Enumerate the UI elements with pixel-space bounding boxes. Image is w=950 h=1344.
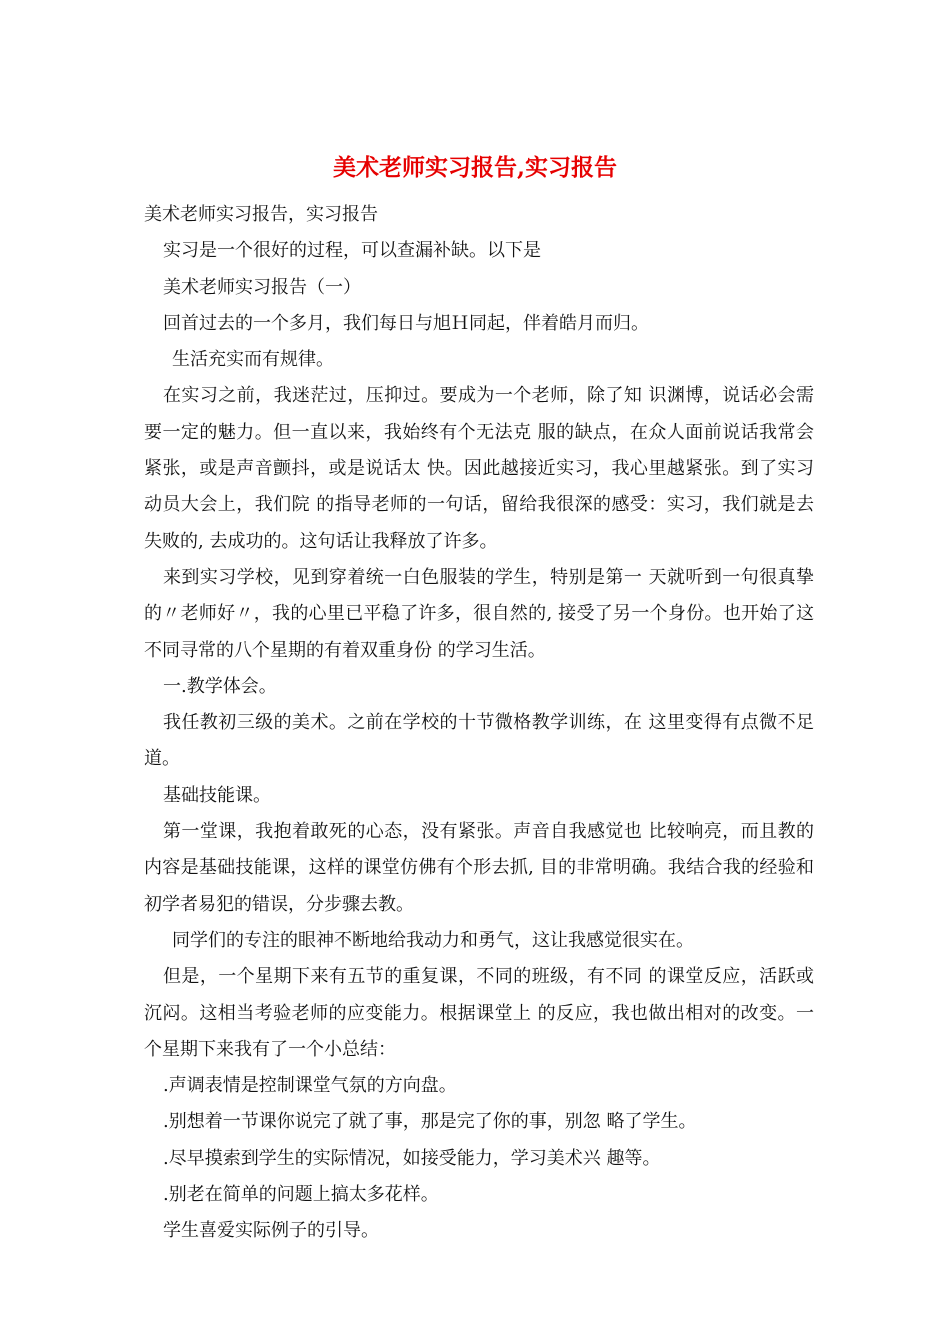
paragraph: 生活充实而有规律。	[172, 349, 334, 371]
paragraph: 学生喜爱实际例子的引导。	[163, 1220, 379, 1242]
paragraph: 来到实习学校，见到穿着统一白色服装的学生，特别是第一 天就听到一句很真挚的〃老师好〃，我的心里已平稳了许多，很自然的, 接受了另一个身份。也开始了这不同寻常的八个星期的有着双重身份 的学习生活。	[144, 566, 814, 661]
list-item: .别老在简单的问题上搞太多花样。	[163, 1184, 439, 1206]
paragraph: 我任教初三级的美术。之前在学校的十节微格教学训练，在 这里变得有点微不足道。	[144, 712, 814, 770]
paragraph: 回首过去的一个多月，我们每日与旭Ｈ同起，伴着皓月而归。	[163, 312, 649, 334]
list-item: .声调表情是控制课堂气氛的方向盘。	[163, 1075, 457, 1097]
paragraph: 第一堂课，我抱着敢死的心态，没有紧张。声音自我感觉也 比较响亮，而且教的内容是基础技能课，这样的课堂仿佛有个形去抓, 目的非常明确。我结合我的经验和初学者易犯的错误，分步骤去教。	[144, 821, 814, 915]
paragraph: 同学们的专注的眼神不断地给我动力和勇气，这让我感觉很实在。	[172, 929, 694, 951]
subsection-heading: 基础技能课。	[163, 784, 271, 806]
paragraph: 美术老师实习报告（一）	[163, 276, 361, 298]
paragraph: 但是，一个星期下来有五节的重复课，不同的班级，有不同 的课堂反应，活跃或沉闷。这相当考验老师的应变能力。根据课堂上 的反应，我也做出相对的改变。一个星期下来我有了一个小总结：	[144, 966, 814, 1060]
list-item: .尽早摸索到学生的实际情况，如接受能力，学习美术兴 趣等。	[163, 1147, 661, 1169]
paragraph: 实习是一个很好的过程，可以查漏补缺。以下是	[163, 240, 541, 262]
list-item: .别想着一节课你说完了就了事，那是完了你的事，别忽 略了学生。	[163, 1111, 697, 1133]
paragraph: 在实习之前，我迷茫过，压抑过。要成为一个老师，除了知 识渊博，说话必会需要一定的魅力。但一直以来，我始终有个无法克 服的缺点，在众人面前说话我常会紧张，或是声音颤抖，或是说话太 快。因此越接近实习，我心里越紧张。到了实习动员大会上，我们院 的指导老师的一句话，留给我很深的感受：实习，我们就是去失败的, 去成功的。这句话让我释放了许多。	[144, 385, 814, 552]
section-heading: 一.教学体会。	[163, 675, 277, 697]
paragraph: 美术老师实习报告，实习报告	[144, 204, 378, 225]
document-body	[144, 197, 814, 1250]
document-title: 美术老师实习报告,实习报告	[332, 154, 617, 181]
